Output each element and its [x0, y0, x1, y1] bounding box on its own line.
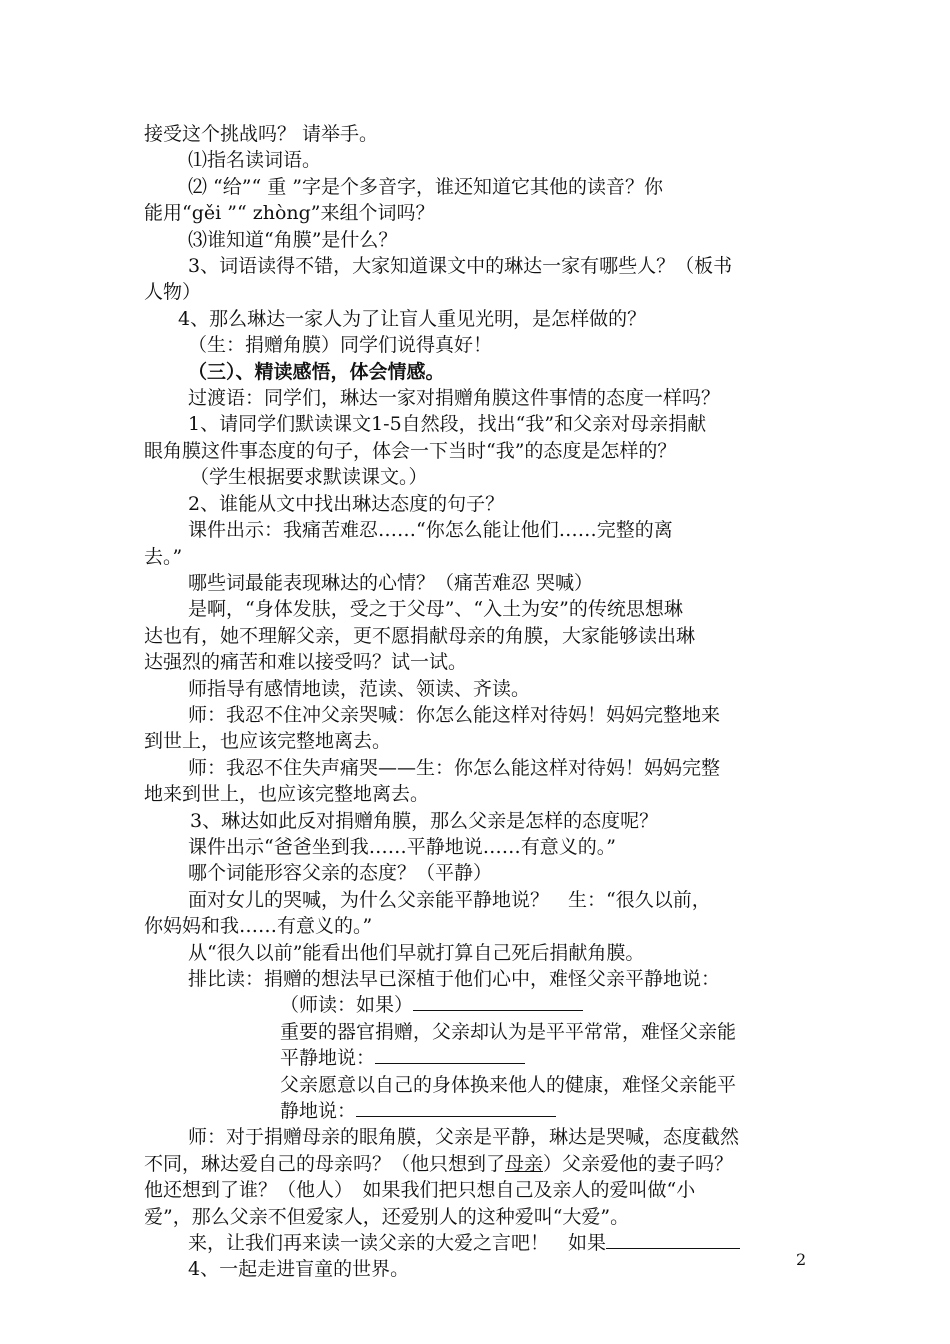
text-line: 能用“gěi ”“ zhòng”来组个词吗？ — [144, 202, 435, 225]
text-line: 哪些词最能表现琳达的心情？（痛苦难忍 哭喊） — [188, 571, 594, 594]
text-line: 排比读：捐赠的想法早已深植于他们心中，难怪父亲平静地说： — [188, 968, 721, 990]
fill-blank — [413, 992, 583, 1011]
text-line: （生：捐赠角膜）同学们说得真好！ — [188, 334, 493, 357]
text-line: 师指导有感情地读，范读、领读、齐读。 — [188, 677, 531, 700]
text-line: ⑵ “给”“ 重 ”字是个多音字，谁还知道它其他的读音？你 — [188, 175, 663, 198]
text-line: 他还想到了谁？（他人） 如果我们把只想自己及亲人的爱叫做“小 — [144, 1179, 696, 1202]
fill-blank — [356, 1098, 556, 1117]
section-heading: （三）、精读感悟，体会情感。 — [188, 360, 445, 383]
text-line — [144, 1151, 814, 1177]
fill-prompt: 来，让我们再来读一读父亲的大爱之言吧！ 如果 — [188, 1232, 607, 1255]
text-line: 从“很久以前”能看出他们早就打算自己死后捐献角膜。 — [188, 941, 645, 964]
text-line: 你妈妈和我……有意义的。” — [144, 915, 373, 938]
text-line: 师：我忍不住冲父亲哭喊：你怎么能这样对待妈！妈妈完整地来 — [188, 703, 721, 726]
text-line: 面对女儿的哭喊，为什么父亲能平静地说？ 生：“很久以前， — [188, 888, 711, 911]
underlined-word: 母亲 — [505, 1152, 544, 1175]
text-line — [144, 1098, 814, 1124]
text-span: 不同，琳达爱自己的母亲吗？（他只想到了 — [144, 1152, 506, 1175]
fill-blank — [375, 1045, 525, 1064]
text-line: 人物） — [144, 281, 202, 304]
text-line — [144, 992, 814, 1018]
text-line: （学生根据要求默读课文。） — [190, 466, 428, 489]
text-line — [144, 1230, 814, 1256]
text-line: 3、琳达如此反对捐赠角膜，那么父亲是怎样的态度呢？ — [190, 809, 659, 832]
text-line: 到世上，也应该完整地离去。 — [144, 730, 392, 753]
text-line — [144, 1045, 814, 1071]
text-span: ）父亲爱他的妻子吗？ — [543, 1152, 734, 1175]
text-line: 父亲愿意以自己的身体换来他人的健康，难怪父亲能平 — [280, 1073, 737, 1096]
body-text — [144, 121, 814, 1283]
text-line: 4、一起走进盲童的世界。 — [188, 1258, 410, 1281]
text-line: 重要的器官捐赠，父亲却认为是平平常常，难怪父亲能 — [280, 1020, 737, 1043]
text-line: 1、请同学们默读课文1-5自然段，找出“我”和父亲对母亲捐献 — [188, 413, 707, 436]
text-line: 达也有，她不理解父亲，更不愿捐献母亲的角膜，大家能够读出琳 — [144, 624, 696, 647]
fill-prompt: 平静地说： — [280, 1047, 376, 1070]
text-line: 接受这个挑战吗？ 请举手。 — [144, 123, 379, 145]
text-line: 4、那么琳达一家人为了让盲人重见光明，是怎样做的？ — [178, 307, 647, 330]
text-line: 师：我忍不住失声痛哭——生：你怎么能这样对待妈！妈妈完整 — [188, 756, 721, 779]
text-line: 课件出示：我痛苦难忍……“你怎么能让他们……完整的离 — [188, 519, 673, 542]
fill-prompt: 静地说： — [280, 1100, 357, 1123]
text-line: 是啊，“身体发肤，受之于父母”、“入土为安”的传统思想琳 — [188, 598, 683, 621]
text-line: 去。” — [144, 545, 183, 568]
text-line: 过渡语：同学们，琳达一家对捐赠角膜这件事情的态度一样吗？ — [188, 387, 721, 410]
fill-blank — [606, 1230, 740, 1249]
text-line: 课件出示“爸爸坐到我……平静地说……有意义的。” — [188, 835, 616, 858]
fill-prompt: （师读：如果） — [280, 994, 414, 1017]
page-number: 2 — [796, 1250, 807, 1269]
text-line: 爱”，那么父亲不但爱家人，还爱别人的这种爱叫“大爱”。 — [144, 1205, 630, 1228]
text-line: 2、谁能从文中找出琳达态度的句子？ — [188, 492, 505, 515]
text-line: ⑴指名读词语。 — [188, 149, 322, 172]
text-line: 3、词语读得不错，大家知道课文中的琳达一家有哪些人？（板书 — [188, 255, 733, 278]
text-line: 达强烈的痛苦和难以接受吗？试一试。 — [144, 651, 468, 674]
text-line: ⑶谁知道“角膜”是什么？ — [188, 228, 398, 251]
text-line: 眼角膜这件事态度的句子，体会一下当时“我”的态度是怎样的？ — [144, 439, 677, 462]
text-line: 师：对于捐赠母亲的眼角膜，父亲是平静，琳达是哭喊，态度截然 — [188, 1126, 740, 1149]
text-line: 哪个词能形容父亲的态度？（平静） — [188, 862, 493, 885]
text-line: 地来到世上，也应该完整地离去。 — [144, 783, 430, 806]
